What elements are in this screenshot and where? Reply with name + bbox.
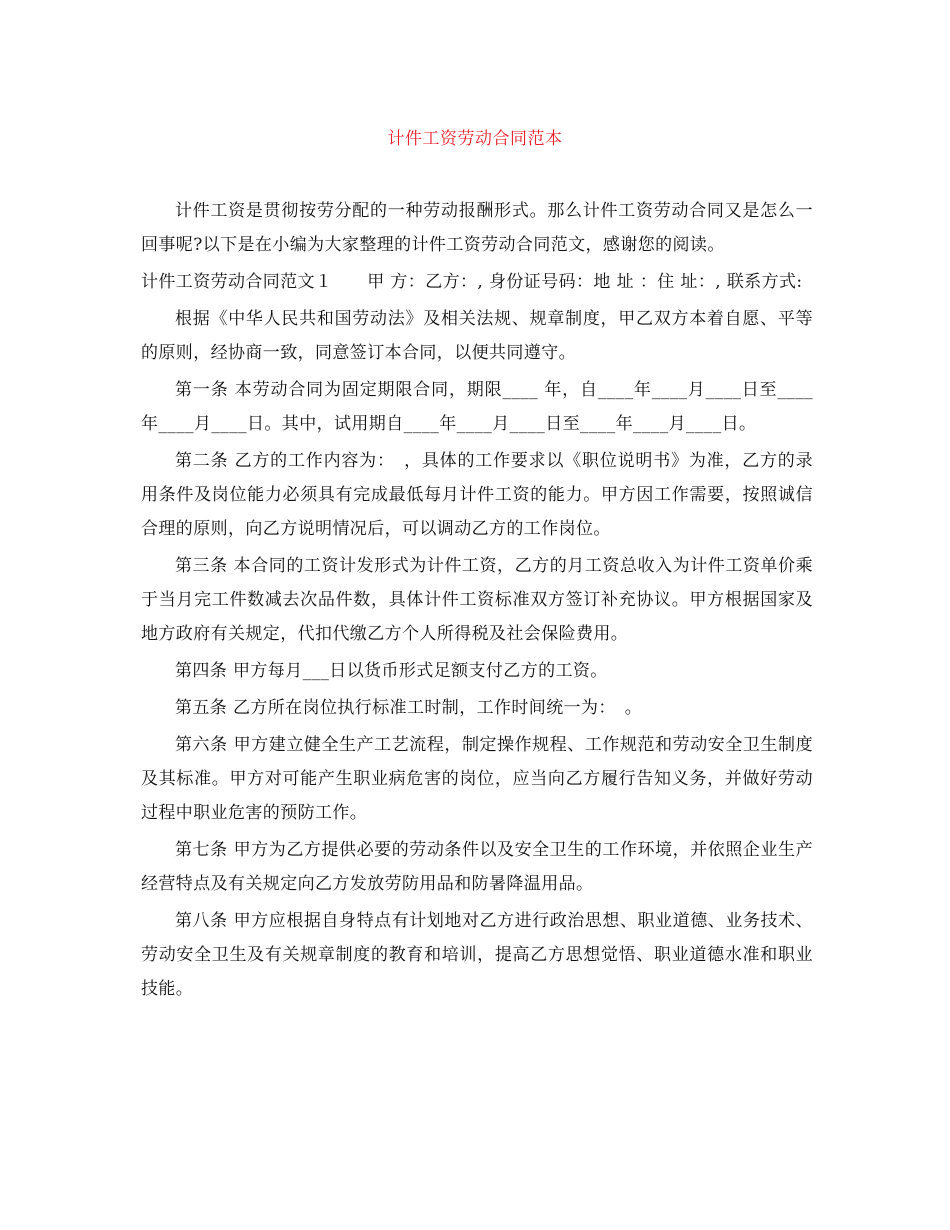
- article-2-paragraph: 第二条 乙方的工作内容为： ，具体的工作要求以《职位说明书》为准，乙方的录用条件及岗位能力必须具有完成最低每月计件工资的能力。甲方因工作需要，按照诚信合理的原则，向乙方说明情况后，可以调动乙方的工作岗位。: [141, 451, 813, 539]
- article-7-paragraph: 第七条 甲方为乙方提供必要的劳动条件以及安全卫生的工作环境，并依照企业生产经营特点及有关规定向乙方发放劳防用品和防暑降温用品。: [141, 840, 813, 894]
- article-6-paragraph: 第六条 甲方建立健全生产工艺流程，制定操作规程、工作规范和劳动安全卫生制度及其标准。甲方对可能产生职业病危害的岗位，应当向乙方履行告知义务，并做好劳动过程中职业危害的预防工作。: [141, 735, 813, 823]
- intro-paragraph: 计件工资是贯彻按劳分配的一种劳动报酬形式。那么计件工资劳动合同又是怎么一回事呢?以下是在小编为大家整理的计件工资劳动合同范文，感谢您的阅读。: [141, 201, 813, 255]
- parties-paragraph: 计件工资劳动合同范文１ 甲 方：乙方：, 身份证号码：地 址 ：住 址：, 联系方式:: [141, 272, 803, 292]
- document-title: 计件工资劳动合同范本: [387, 129, 563, 149]
- article-4-paragraph: 第四条 甲方每月___日以货币形式足额支付乙方的工资。: [175, 661, 608, 681]
- article-1-paragraph: 第一条 本劳动合同为固定期限合同，期限____ 年，自____年____月____日至____年____月____日。其中，试用期自____年____月____日至____年____月____日。: [141, 380, 813, 434]
- basis-paragraph: 根据《中华人民共和国劳动法》及相关法规、规章制度，甲乙双方本着自愿、平等的原则，经协商一致，同意签订本合同，以便共同遵守。: [141, 309, 813, 363]
- article-3-paragraph: 第三条 本合同的工资计发形式为计件工资，乙方的月工资总收入为计件工资单价乘于当月完工件数减去次品件数，具体计件工资标准双方签订补充协议。甲方根据国家及地方政府有关规定，代扣代缴乙方个人所得税及社会保险费用。: [141, 556, 813, 644]
- document-body: [141, 194, 813, 1009]
- article-8-paragraph: 第八条 甲方应根据自身特点有计划地对乙方进行政治思想、职业道德、业务技术、劳动安全卫生及有关规章制度的教育和培训，提高乙方思想觉悟、职业道德水准和职业技能。: [141, 911, 813, 999]
- article-5-paragraph: 第五条 乙方所在岗位执行标准工时制，工作时间统一为： 。: [175, 698, 643, 718]
